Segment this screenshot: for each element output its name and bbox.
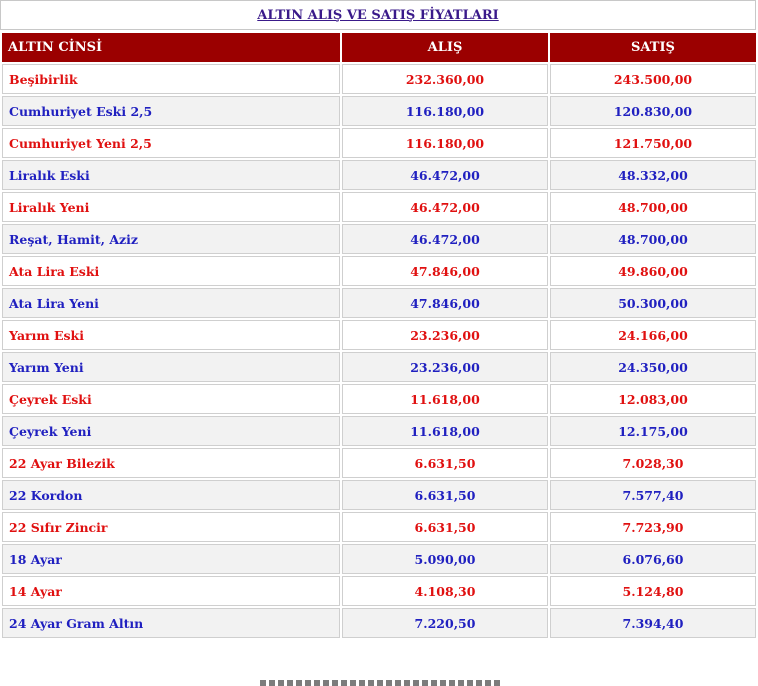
- table-row: [2, 608, 756, 638]
- sell-price-cell: 120.830,00: [550, 96, 756, 126]
- table-row: [2, 224, 756, 254]
- buy-price-cell: 47.846,00: [342, 288, 548, 318]
- table-row: [2, 352, 756, 382]
- sell-price-cell: 7.577,40: [550, 480, 756, 510]
- buy-price-cell: 7.220,50: [342, 608, 548, 638]
- sell-price-cell: 243.500,00: [550, 64, 756, 94]
- table-row: [2, 512, 756, 542]
- gold-type-cell: Reşat, Hamit, Aziz: [2, 224, 340, 254]
- sell-price-cell: 5.124,80: [550, 576, 756, 606]
- gold-type-cell: 14 Ayar: [2, 576, 340, 606]
- buy-price-cell: 116.180,00: [342, 128, 548, 158]
- sell-price-cell: 121.750,00: [550, 128, 756, 158]
- table-row: [2, 160, 756, 190]
- sell-price-cell: 12.175,00: [550, 416, 756, 446]
- gold-type-cell: Ata Lira Eski: [2, 256, 340, 286]
- buy-price-cell: 6.631,50: [342, 448, 548, 478]
- sell-price-cell: 24.166,00: [550, 320, 756, 350]
- buy-price-cell: 46.472,00: [342, 192, 548, 222]
- buy-price-cell: 6.631,50: [342, 512, 548, 542]
- gold-type-cell: 22 Kordon: [2, 480, 340, 510]
- column-header-gold-type: ALTIN CİNSİ: [2, 33, 340, 62]
- buy-price-cell: 46.472,00: [342, 160, 548, 190]
- buy-price-cell: 4.108,30: [342, 576, 548, 606]
- sell-price-cell: 7.028,30: [550, 448, 756, 478]
- gold-type-cell: Cumhuriyet Eski 2,5: [2, 96, 340, 126]
- buy-price-cell: 23.236,00: [342, 320, 548, 350]
- sell-price-cell: 48.332,00: [550, 160, 756, 190]
- sell-price-cell: 48.700,00: [550, 224, 756, 254]
- table-row: [2, 192, 756, 222]
- buy-price-cell: 232.360,00: [342, 64, 548, 94]
- gold-type-cell: Liralık Yeni: [2, 192, 340, 222]
- gold-type-cell: Yarım Yeni: [2, 352, 340, 382]
- sell-price-cell: 6.076,60: [550, 544, 756, 574]
- sell-price-cell: 49.860,00: [550, 256, 756, 286]
- table-row: [2, 128, 756, 158]
- table-row: [2, 448, 756, 478]
- gold-type-cell: 22 Sıfır Zincir: [2, 512, 340, 542]
- column-header-buy: ALIŞ: [342, 33, 548, 62]
- table-row: [2, 320, 756, 350]
- gold-type-cell: Beşibirlik: [2, 64, 340, 94]
- table-row: [2, 576, 756, 606]
- table-row: [2, 256, 756, 286]
- price-table-title-link[interactable]: ALTIN ALIŞ VE SATIŞ FİYATLARI: [257, 7, 499, 23]
- sell-price-cell: 24.350,00: [550, 352, 756, 382]
- table-row: [2, 544, 756, 574]
- table-row: [2, 64, 756, 94]
- column-header-sell: SATIŞ: [550, 33, 756, 62]
- buy-price-cell: 116.180,00: [342, 96, 548, 126]
- buy-price-cell: 5.090,00: [342, 544, 548, 574]
- gold-type-cell: Liralık Eski: [2, 160, 340, 190]
- gold-type-cell: Cumhuriyet Yeni 2,5: [2, 128, 340, 158]
- gold-type-cell: 24 Ayar Gram Altın: [2, 608, 340, 638]
- price-rows: [2, 64, 756, 638]
- buy-price-cell: 23.236,00: [342, 352, 548, 382]
- table-row: [2, 480, 756, 510]
- sell-price-cell: 12.083,00: [550, 384, 756, 414]
- buy-price-cell: 6.631,50: [342, 480, 548, 510]
- table-row: [2, 384, 756, 414]
- buy-price-cell: 47.846,00: [342, 256, 548, 286]
- gold-type-cell: Çeyrek Yeni: [2, 416, 340, 446]
- table-row: [2, 288, 756, 318]
- sell-price-cell: 48.700,00: [550, 192, 756, 222]
- gold-type-cell: 22 Ayar Bilezik: [2, 448, 340, 478]
- gold-type-cell: Çeyrek Eski: [2, 384, 340, 414]
- gold-type-cell: Ata Lira Yeni: [2, 288, 340, 318]
- gold-type-cell: 18 Ayar: [2, 544, 340, 574]
- table-row: [2, 96, 756, 126]
- buy-price-cell: 11.618,00: [342, 416, 548, 446]
- gold-price-table: [0, 31, 758, 640]
- sell-price-cell: 50.300,00: [550, 288, 756, 318]
- footer-text-cropped: [260, 680, 500, 686]
- sell-price-cell: 7.723,90: [550, 512, 756, 542]
- buy-price-cell: 11.618,00: [342, 384, 548, 414]
- gold-type-cell: Yarım Eski: [2, 320, 340, 350]
- sell-price-cell: 7.394,40: [550, 608, 756, 638]
- table-row: [2, 416, 756, 446]
- title-bar: [0, 0, 756, 30]
- table-header-row: [2, 33, 756, 62]
- buy-price-cell: 46.472,00: [342, 224, 548, 254]
